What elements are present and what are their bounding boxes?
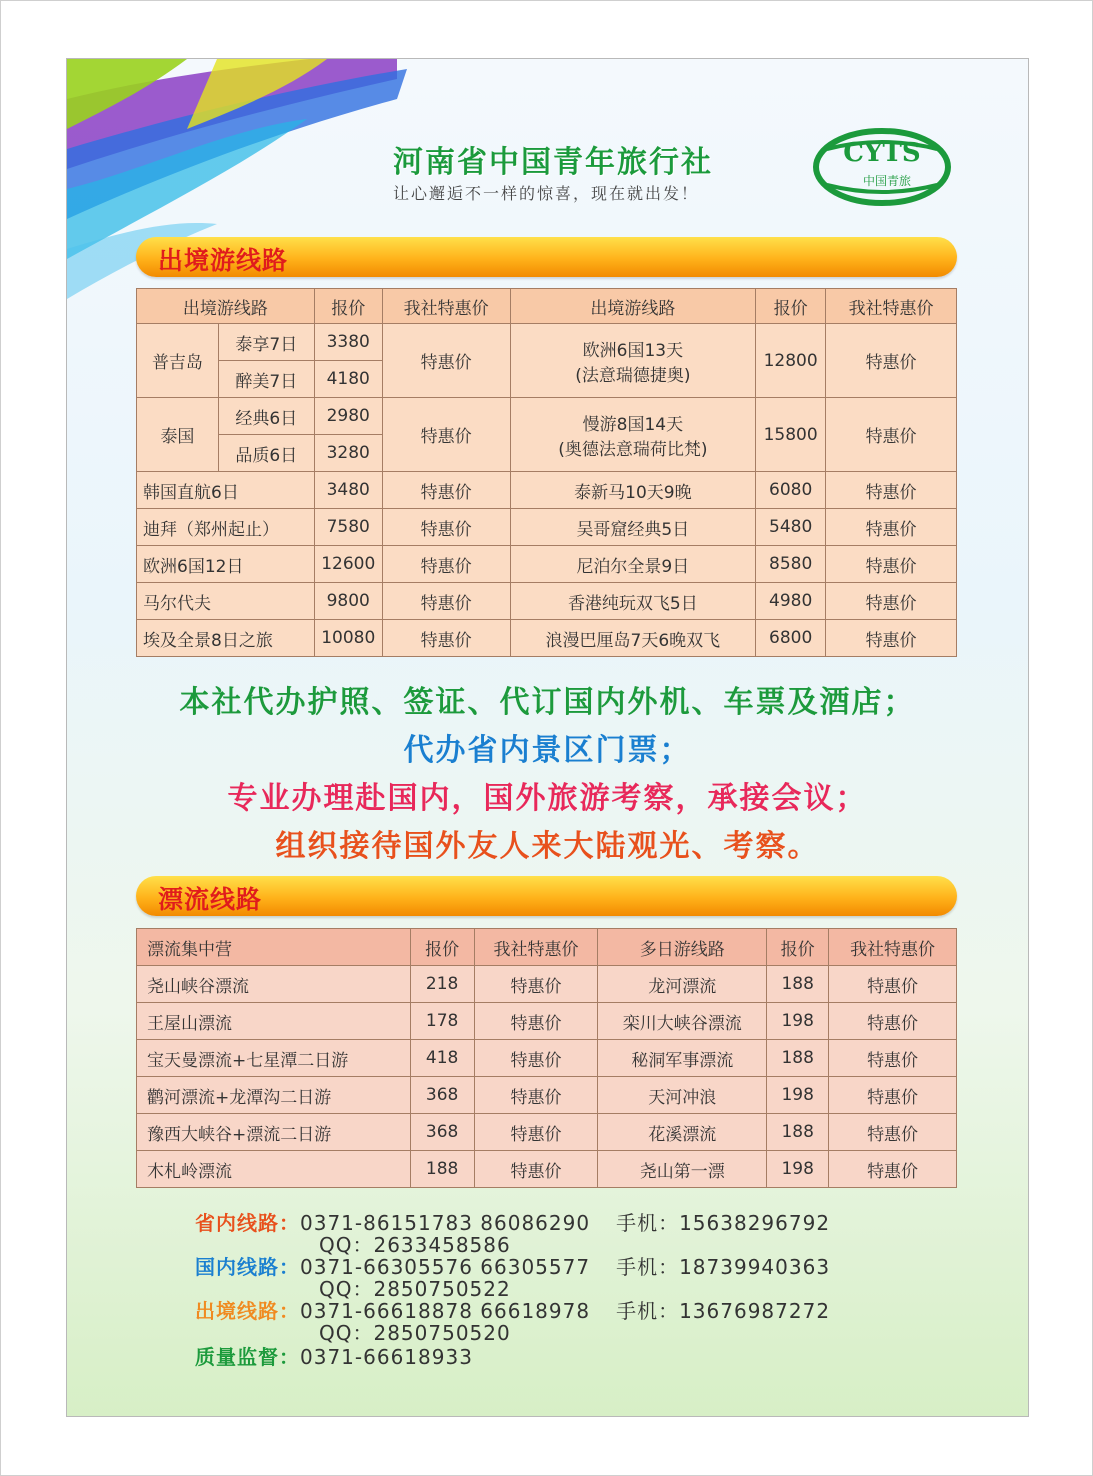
contact-qq: QQ：2633458586	[319, 1233, 511, 1257]
destination-cell: 泰国	[137, 398, 219, 472]
table-row	[137, 620, 957, 657]
section-title-outbound: 出境游线路	[158, 246, 289, 275]
section-bar-rafting	[136, 876, 957, 916]
route-cell: 欧洲6国12日	[137, 546, 315, 583]
route-cell: 天河冲浪	[598, 1077, 767, 1114]
route-cell: 木札岭漂流	[137, 1151, 411, 1188]
route-cell: 韩国直航6日	[137, 472, 315, 509]
deal-cell: 特惠价	[474, 1003, 598, 1040]
table-row	[137, 1077, 957, 1114]
svg-text:CYTS: CYTS	[843, 138, 921, 168]
price-cell: 10080	[314, 620, 382, 657]
col-header: 报价	[410, 929, 474, 966]
price-cell: 368	[410, 1114, 474, 1151]
table-row	[137, 472, 957, 509]
route-cell: 王屋山漂流	[137, 1003, 411, 1040]
logo-text: 中国青旅	[862, 174, 912, 188]
service-line-4: 组织接待国外友人来大陆观光、考察。	[275, 829, 820, 864]
contact-label: 省内线路：	[195, 1211, 300, 1235]
deal-cell: 特惠价	[382, 620, 510, 657]
deal-cell: 特惠价	[382, 509, 510, 546]
price-cell: 188	[767, 1040, 829, 1077]
deal-cell: 特惠价	[474, 1151, 598, 1188]
table-row	[137, 1114, 957, 1151]
price-cell: 15800	[756, 398, 826, 472]
agency-title: 河南省中国青年旅行社	[393, 145, 713, 180]
contact-line	[195, 1251, 830, 1280]
price-cell: 188	[767, 1114, 829, 1151]
table-header-row	[137, 289, 957, 324]
contact-label: 出境线路：	[195, 1299, 300, 1323]
route-cell: 鹳河漂流+龙潭沟二日游	[137, 1077, 411, 1114]
contact-qq: QQ：2850750522	[319, 1277, 511, 1301]
route-cell: 吴哥窟经典5日	[510, 509, 756, 546]
route-cell: 栾川大峡谷漂流	[598, 1003, 767, 1040]
section-title-rafting: 漂流线路	[158, 885, 263, 914]
col-header: 出境游线路	[510, 289, 756, 324]
price-cell: 4180	[314, 361, 382, 398]
col-header: 漂流集中营	[137, 929, 411, 966]
route-line: (奥德法意瑞荷比梵)	[558, 439, 708, 460]
price-cell: 198	[767, 1151, 829, 1188]
route-cell: 龙河漂流	[598, 966, 767, 1003]
price-cell: 3480	[314, 472, 382, 509]
deal-cell: 特惠价	[474, 1114, 598, 1151]
price-cell: 198	[767, 1077, 829, 1114]
table-row	[137, 1003, 957, 1040]
table-row	[137, 398, 957, 435]
col-header: 我社特惠价	[829, 929, 957, 966]
travel-poster	[66, 58, 1029, 1417]
price-cell: 7580	[314, 509, 382, 546]
route-cell: 尧山峡谷漂流	[137, 966, 411, 1003]
contact-phones: 0371-66618878 66618978	[300, 1299, 591, 1323]
route-cell: 香港纯玩双飞5日	[510, 583, 756, 620]
col-header: 我社特惠价	[474, 929, 598, 966]
deal-cell: 特惠价	[829, 966, 957, 1003]
route-cell: 浪漫巴厘岛7天6晚双飞	[510, 620, 756, 657]
price-cell: 188	[410, 1151, 474, 1188]
deal-cell: 特惠价	[382, 472, 510, 509]
deal-cell: 特惠价	[829, 1114, 957, 1151]
deal-cell: 特惠价	[826, 583, 957, 620]
route-cell: 宝天曼漂流+七星潭二日游	[137, 1040, 411, 1077]
deal-cell: 特惠价	[382, 324, 510, 398]
table-row	[137, 324, 957, 361]
service-line-2: 代办省内景区门票；	[403, 733, 692, 768]
contact-line	[195, 1295, 830, 1324]
deal-cell: 特惠价	[382, 583, 510, 620]
col-header: 报价	[767, 929, 829, 966]
table-row	[137, 583, 957, 620]
table-row	[137, 966, 957, 1003]
deal-cell: 特惠价	[382, 398, 510, 472]
contact-phones: 0371-66305576 66305577	[300, 1255, 591, 1279]
price-cell: 198	[767, 1003, 829, 1040]
deal-cell: 特惠价	[829, 1077, 957, 1114]
col-header: 多日游线路	[598, 929, 767, 966]
contact-mobile: 手机：13676987272	[616, 1299, 831, 1323]
quality-label: 质量监督：	[195, 1345, 300, 1369]
price-cell: 4980	[756, 583, 826, 620]
route-cell: 醉美7日	[218, 361, 314, 398]
route-cell: 品质6日	[218, 435, 314, 472]
price-cell: 12600	[314, 546, 382, 583]
deal-cell: 特惠价	[829, 1040, 957, 1077]
price-cell: 368	[410, 1077, 474, 1114]
table-row	[137, 509, 957, 546]
table-row	[137, 1151, 957, 1188]
contact-phones: 0371-86151783 86086290	[300, 1211, 591, 1235]
table-row	[137, 1040, 957, 1077]
route-cell: 迪拜（郑州起止）	[137, 509, 315, 546]
price-cell: 3280	[314, 435, 382, 472]
price-cell: 178	[410, 1003, 474, 1040]
destination-cell: 普吉岛	[137, 324, 219, 398]
route-cell: 尧山第一漂	[598, 1151, 767, 1188]
route-cell: 马尔代夫	[137, 583, 315, 620]
route-line: 欧洲6国13天	[582, 340, 684, 361]
table-row	[137, 546, 957, 583]
quality-contact	[195, 1341, 473, 1370]
rafting-price-table	[136, 928, 957, 1188]
deal-cell: 特惠价	[474, 1040, 598, 1077]
service-line-1: 本社代办护照、签证、代订国内外机、车票及酒店；	[179, 685, 916, 720]
route-line: (法意瑞德捷奥)	[575, 365, 691, 386]
outbound-price-table	[136, 288, 957, 657]
deal-cell: 特惠价	[826, 546, 957, 583]
route-cell: 尼泊尔全景9日	[510, 546, 756, 583]
route-cell: 泰享7日	[218, 324, 314, 361]
col-header: 我社特惠价	[826, 289, 957, 324]
service-line-3: 专业办理赴国内，国外旅游考察，承接会议；	[227, 781, 868, 816]
route-cell: 经典6日	[218, 398, 314, 435]
contact-line	[195, 1207, 830, 1236]
price-cell: 418	[410, 1040, 474, 1077]
route-cell	[510, 324, 756, 398]
contact-mobile: 手机：18739940363	[616, 1255, 831, 1279]
route-cell: 埃及全景8日之旅	[137, 620, 315, 657]
route-cell: 泰新马10天9晚	[510, 472, 756, 509]
price-cell: 188	[767, 966, 829, 1003]
col-header: 我社特惠价	[382, 289, 510, 324]
col-header: 报价	[314, 289, 382, 324]
price-cell: 12800	[756, 324, 826, 398]
route-cell: 秘洞军事漂流	[598, 1040, 767, 1077]
price-cell: 9800	[314, 583, 382, 620]
section-bar-outbound	[136, 237, 957, 277]
route-cell: 豫西大峡谷+漂流二日游	[137, 1114, 411, 1151]
price-cell: 6800	[756, 620, 826, 657]
deal-cell: 特惠价	[474, 966, 598, 1003]
deal-cell: 特惠价	[826, 509, 957, 546]
cyts-logo	[807, 127, 957, 207]
deal-cell: 特惠价	[826, 472, 957, 509]
contact-qq: QQ：2850750520	[319, 1321, 511, 1345]
table-header-row	[137, 929, 957, 966]
deal-cell: 特惠价	[829, 1151, 957, 1188]
agency-slogan: 让心邂逅不一样的惊喜，现在就出发！	[393, 184, 700, 203]
price-cell: 3380	[314, 324, 382, 361]
deal-cell: 特惠价	[826, 398, 957, 472]
price-cell: 2980	[314, 398, 382, 435]
quality-phone: 0371-66618933	[300, 1345, 473, 1369]
route-line: 慢游8国14天	[582, 414, 684, 435]
deal-cell: 特惠价	[826, 324, 957, 398]
col-header: 出境游线路	[137, 289, 315, 324]
contact-mobile: 手机：15638296792	[616, 1211, 831, 1235]
price-cell: 8580	[756, 546, 826, 583]
route-cell: 花溪漂流	[598, 1114, 767, 1151]
contact-label: 国内线路：	[195, 1255, 300, 1279]
price-cell: 6080	[756, 472, 826, 509]
col-header: 报价	[756, 289, 826, 324]
deal-cell: 特惠价	[474, 1077, 598, 1114]
deal-cell: 特惠价	[829, 1003, 957, 1040]
price-cell: 5480	[756, 509, 826, 546]
price-cell: 218	[410, 966, 474, 1003]
route-cell	[510, 398, 756, 472]
deal-cell: 特惠价	[826, 620, 957, 657]
deal-cell: 特惠价	[382, 546, 510, 583]
